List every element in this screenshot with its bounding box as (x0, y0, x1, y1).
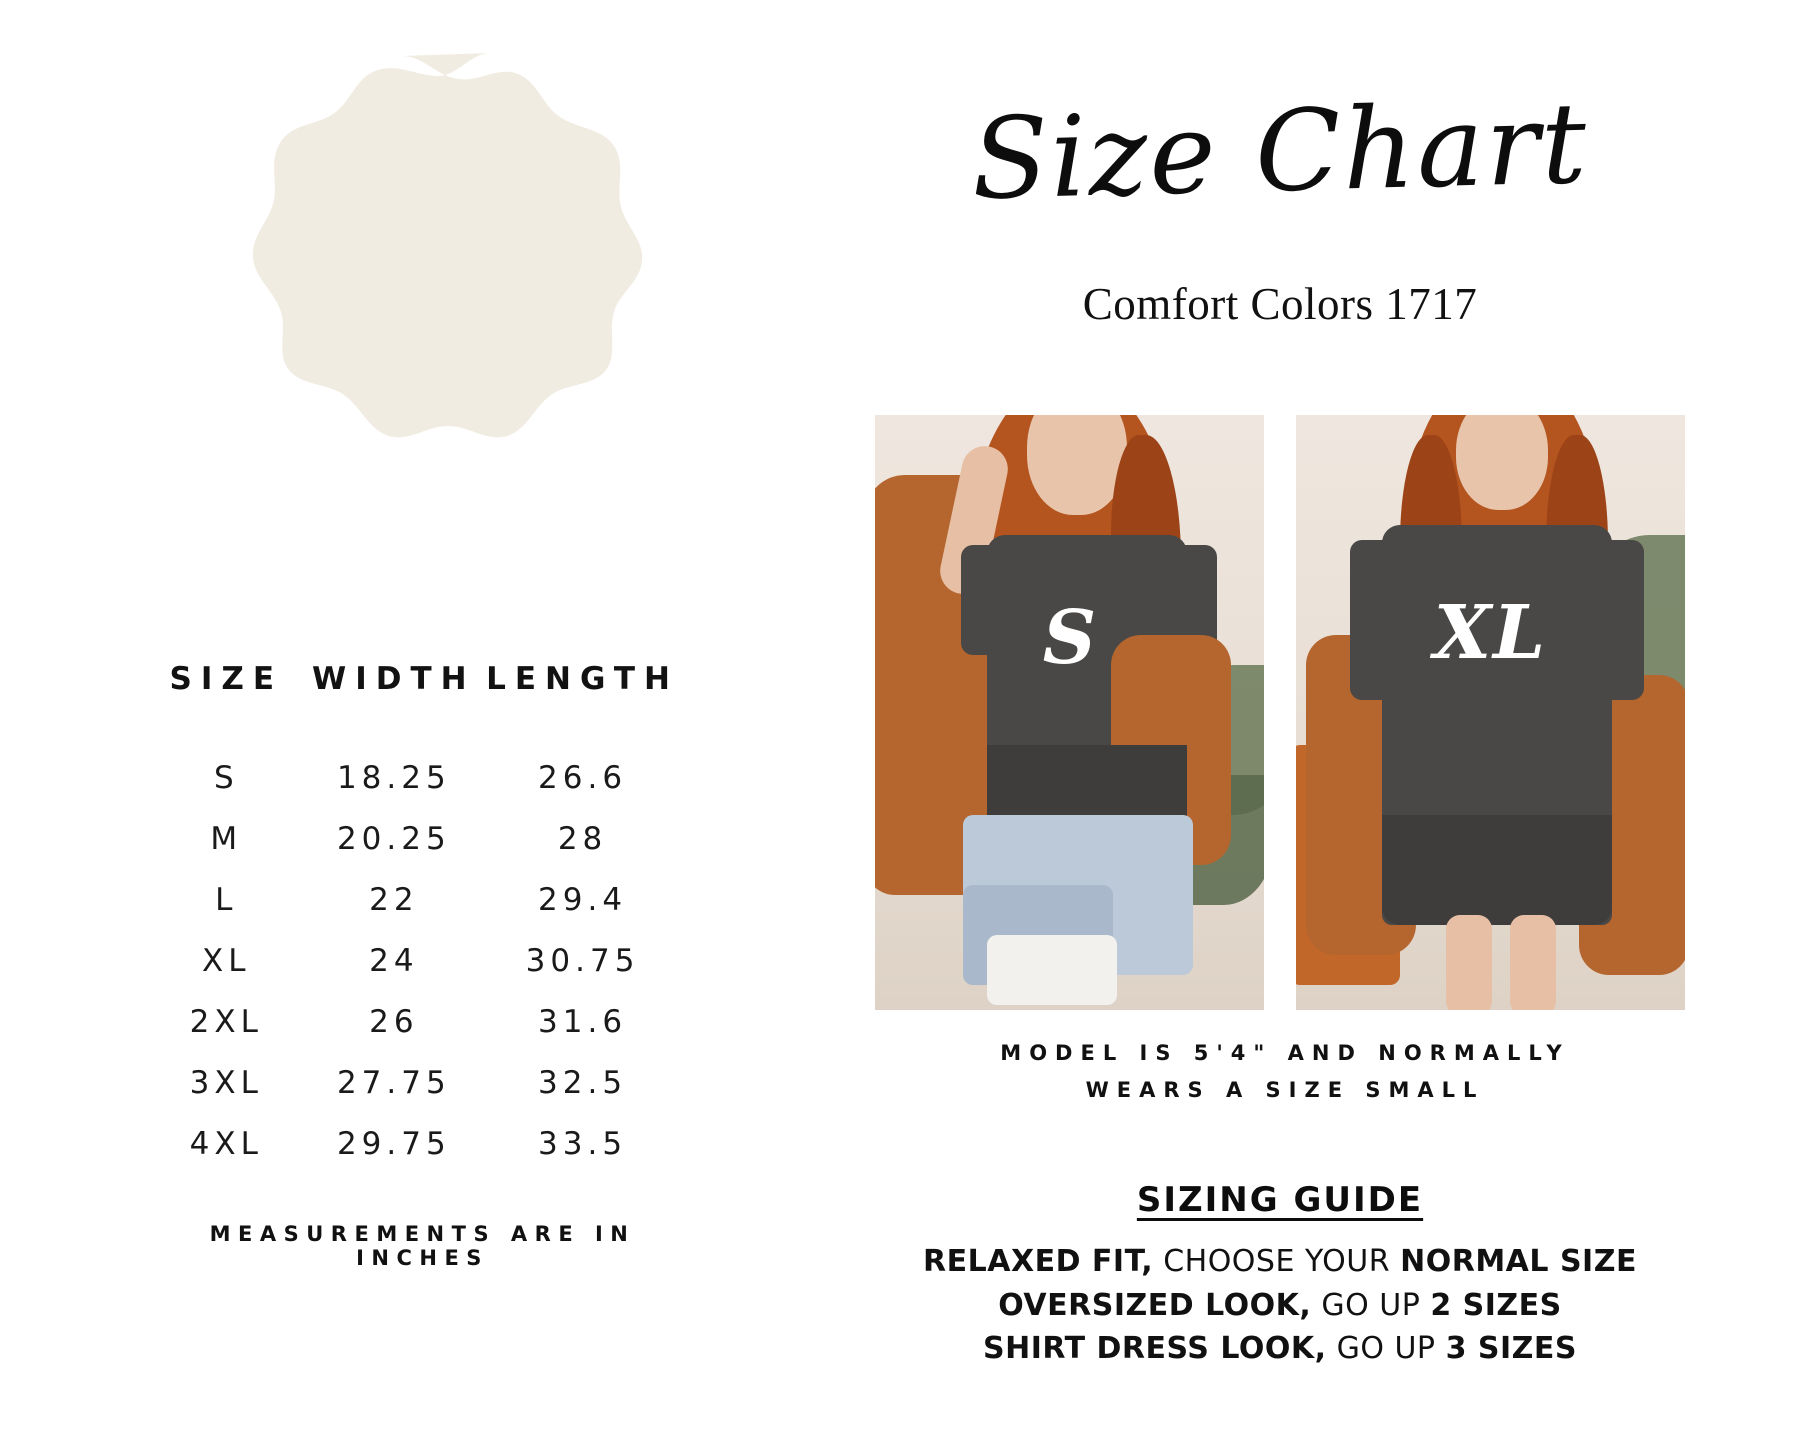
photo-size-label-xl: XL (1433, 590, 1548, 676)
right-column (760, 0, 1800, 1440)
guide-mid: GO UP (1326, 1331, 1446, 1366)
page-subtitle: Comfort Colors 1717 (1082, 279, 1478, 329)
size-table (150, 660, 680, 1174)
guide-mid: GO UP (1311, 1287, 1431, 1323)
table-row (150, 930, 680, 991)
guide-lead: SHIRT DRESS LOOK, (982, 1331, 1327, 1366)
cell-width: 18.25 (336, 759, 451, 796)
photo-size-label-s: S (1042, 595, 1097, 681)
cell-width: 29.75 (336, 1125, 451, 1162)
page-title: Size Chart (970, 78, 1590, 226)
table-row (150, 869, 680, 930)
left-column (0, 0, 760, 1440)
cell-length: 33.5 (538, 1125, 628, 1162)
column-header-size: SIZE (169, 661, 284, 697)
cell-size: XL (202, 942, 251, 979)
cell-length: 31.6 (538, 1003, 628, 1040)
table-row (150, 808, 680, 869)
guide-emph: 2 SIZES (1430, 1287, 1562, 1323)
sizing-guide-lines (760, 1240, 1800, 1371)
model-note-line-1: MODEL IS 5'4" AND NORMALLY (1000, 1041, 1570, 1065)
table-row (150, 991, 680, 1052)
table-row (150, 1052, 680, 1113)
guide-emph: NORMAL SIZE (1400, 1244, 1637, 1279)
model-leg (1446, 915, 1492, 1010)
cell-length: 30.75 (525, 942, 640, 979)
column-header-width: WIDTH (312, 661, 476, 697)
cell-width: 20.25 (336, 820, 451, 857)
decorative-blob-badge (152, 48, 652, 548)
guide-mid: CHOOSE YOUR (1153, 1244, 1401, 1279)
model-height-note (820, 1035, 1750, 1109)
cell-length: 28 (557, 820, 608, 857)
tshirt-shadow (1382, 815, 1612, 925)
cell-size: 2XL (189, 1003, 263, 1040)
sizing-guide-line (760, 1240, 1800, 1284)
column-header-length: LENGTH (486, 661, 679, 697)
cell-width: 27.75 (336, 1064, 451, 1101)
sizing-guide-line (760, 1284, 1800, 1328)
cell-width: 22 (369, 881, 419, 918)
cell-width: 26 (369, 1003, 419, 1040)
model-photo-small (875, 415, 1264, 1010)
model-sneaker (987, 935, 1117, 1005)
guide-lead: OVERSIZED LOOK, (998, 1287, 1312, 1323)
model-note-line-2: WEARS A SIZE SMALL (1085, 1077, 1485, 1102)
cell-size: S (213, 759, 239, 796)
cell-size: L (215, 881, 238, 918)
blob-shape (253, 53, 642, 437)
cell-length: 26.6 (538, 759, 628, 796)
guide-emph: 3 SIZES (1445, 1331, 1578, 1366)
cell-size: 4XL (189, 1125, 263, 1162)
table-header-row (150, 660, 680, 747)
cell-size: M (210, 820, 243, 857)
cell-size: 3XL (189, 1064, 263, 1101)
sizing-guide-line (760, 1327, 1800, 1371)
guide-lead: RELAXED FIT, (923, 1244, 1154, 1279)
sizing-guide-heading: SIZING GUIDE (1136, 1180, 1424, 1220)
model-photo-xl (1296, 415, 1685, 1010)
cell-length: 32.5 (538, 1064, 628, 1101)
cell-width: 24 (369, 942, 419, 979)
model-leg (1510, 915, 1556, 1010)
measurements-note: MEASUREMENTS ARE IN INCHES (209, 1222, 636, 1270)
size-table-container (150, 660, 680, 1174)
cell-length: 29.4 (538, 881, 628, 918)
model-face (1456, 415, 1548, 510)
model-photo-pair (875, 415, 1685, 1010)
table-row (150, 1113, 680, 1174)
table-row (150, 747, 680, 808)
